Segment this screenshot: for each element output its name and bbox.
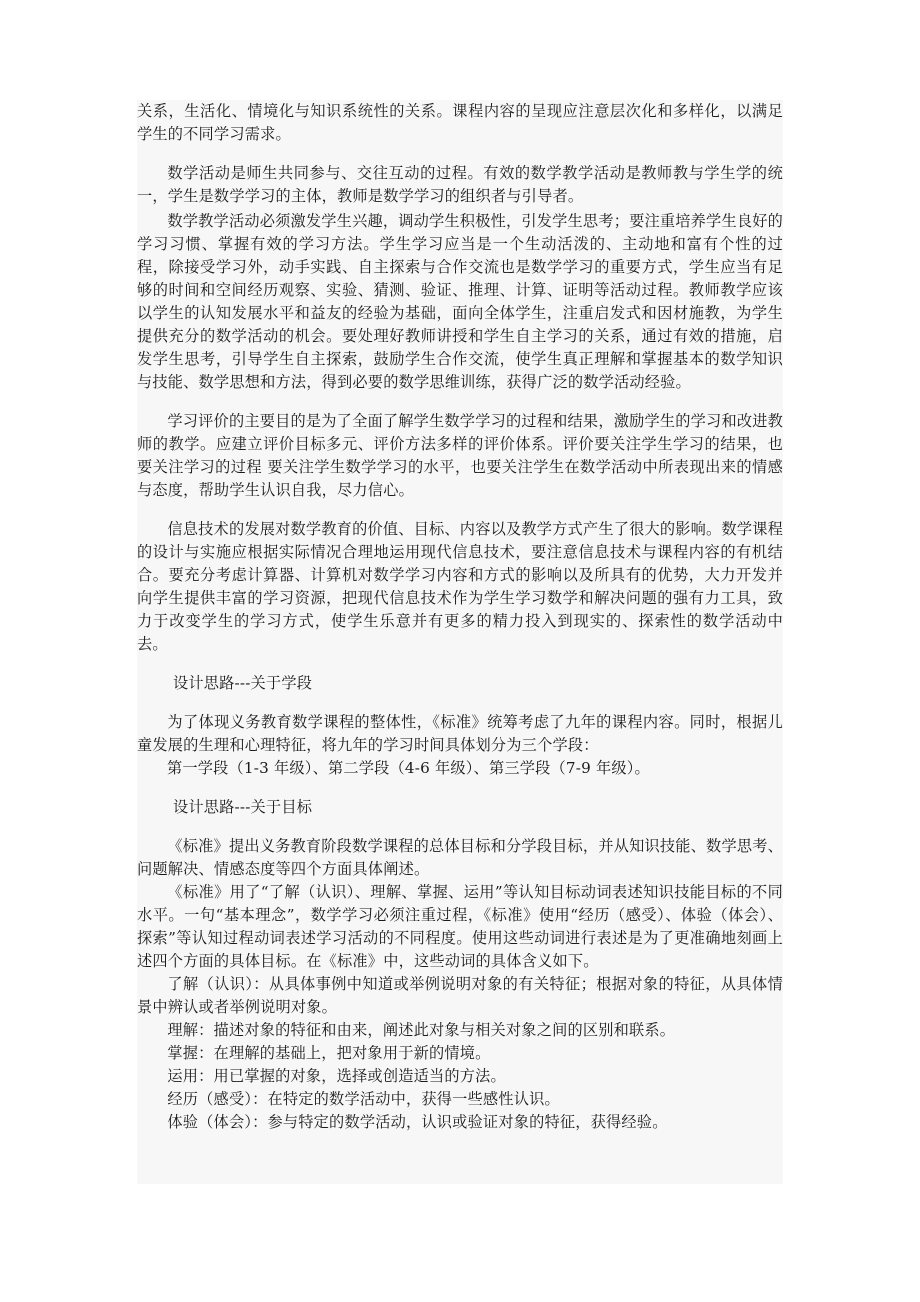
paragraph-goal-verbs: 《标准》用了“了解（认识）、理解、掌握、运用”等认知目标动词表述知识技能目标的不同水平。一句“基本理念”，数学学习必须注重过程，《标准》使用“经历（感受）、体验（体会）、探索”等认知过程动词表述学习活动的不同程度。使用这些动词进行表述是为了更准确地刻画上述四个方面的具体目标。在《标准》中，这些动词的具体含义如下。 (137, 883, 783, 970)
paragraph-stage-division: 为了体现义务教育数学课程的整体性，《标准》统筹考虑了九年的课程内容。同时，根据儿童发展的生理和心理特征，将九年的学习时间具体划分为三个学段： (137, 713, 783, 754)
paragraph-course-content: 关系，生活化、情境化与知识系统性的关系。课程内容的呈现应注意层次化和多样化，以满足学生的不同学习需求。 (137, 102, 783, 143)
document-page (137, 100, 783, 1184)
definition-apply: 运用：用已掌握的对象，选择或创造适当的方法。 (167, 1067, 506, 1085)
paragraph-math-activity: 数学活动是师生共同参与、交往互动的过程。有效的数学教学活动是教师教与学生学的统一，学生是数学学习的主体，教师是数学学习的组织者与引导者。 (137, 164, 783, 205)
heading-goals: 设计思路---关于目标 (173, 798, 313, 816)
paragraph-information-technology: 信息技术的发展对数学教育的价值、目标、内容以及教学方式产生了很大的影响。数学课程的设计与实施应根据实际情况合理地运用现代信息技术，要注意信息技术与课程内容的有机结合。要充分考虑计算器、计算机对数学学习内容和方式的影响以及所具有的优势，大力开发并向学生提供丰富的学习资源，把现代信息技术作为学生学习数学和解决问题的强有力工具，致力于改变学生的学习方式，使学生乐意并有更多的精力投入到现实的、探索性的数学活动中去。 (137, 520, 783, 653)
definition-understand-know: 了解（认识）：从具体事例中知道或举例说明对象的有关特征；根据对象的特征，从具体情景中辨认或者举例说明对象。 (137, 975, 783, 1016)
paragraph-teaching-activity: 数学教学活动必须激发学生兴趣，调动学生积极性，引发学生思考；要注重培养学生良好的学习习惯、掌握有效的学习方法。学生学习应当是一个生动活泼的、主动地和富有个性的过程，除接受学习外，动手实践、自主探索与合作交流也是数学学习的重要方式，学生应当有足够的时间和空间经历观察、实验、猜测、验证、推理、计算、证明等活动过程。教师教学应该以学生的认知发展水平和益友的经验为基础，面向全体学生，注重启发式和因材施教，为学生提供充分的数学活动的机会。要处理好教师讲授和学生自主学习的关系，通过有效的措施，启发学生思考，引导学生自主探索，鼓励学生合作交流，使学生真正理解和掌握基本的数学知识与技能、数学思想和方法，得到必要的数学思维训练，获得广泛的数学活动经验。 (137, 212, 783, 391)
paragraph-stage-list: 第一学段（1-3 年级）、第二学段（4-6 年级）、第三学段（7-9 年级）。 (167, 759, 650, 777)
definition-experience: 经历（感受）：在特定的数学活动中，获得一些感性认识。 (167, 1090, 560, 1108)
paragraph-learning-evaluation: 学习评价的主要目的是为了全面了解学生数学学习的过程和结果，激励学生的学习和改进教师的教学。应建立评价目标多元、评价方法多样的评价体系。评价要关注学生学习的结果，也要关注学习的过程 要关注学生数学学习的水平，也要关注学生在数学活动中所表现出来的情感与态度，帮助学生认识自我，尽力信心。 (137, 412, 783, 499)
heading-learning-stages: 设计思路---关于学段 (173, 674, 313, 692)
definition-master: 掌握：在理解的基础上，把对象用于新的情境。 (167, 1044, 491, 1062)
document-body (137, 100, 783, 1134)
definition-comprehend: 理解：描述对象的特征和由来，阐述此对象与相关对象之间的区别和联系。 (167, 1021, 676, 1039)
paragraph-overall-goals: 《标准》提出义务教育阶段数学课程的总体目标和分学段目标，并从知识技能、数学思考、问题解决、情感态度等四个方面具体阐述。 (137, 837, 783, 878)
definition-feel: 体验（体会）：参与特定的数学活动，认识或验证对象的特征，获得经验。 (167, 1113, 668, 1131)
